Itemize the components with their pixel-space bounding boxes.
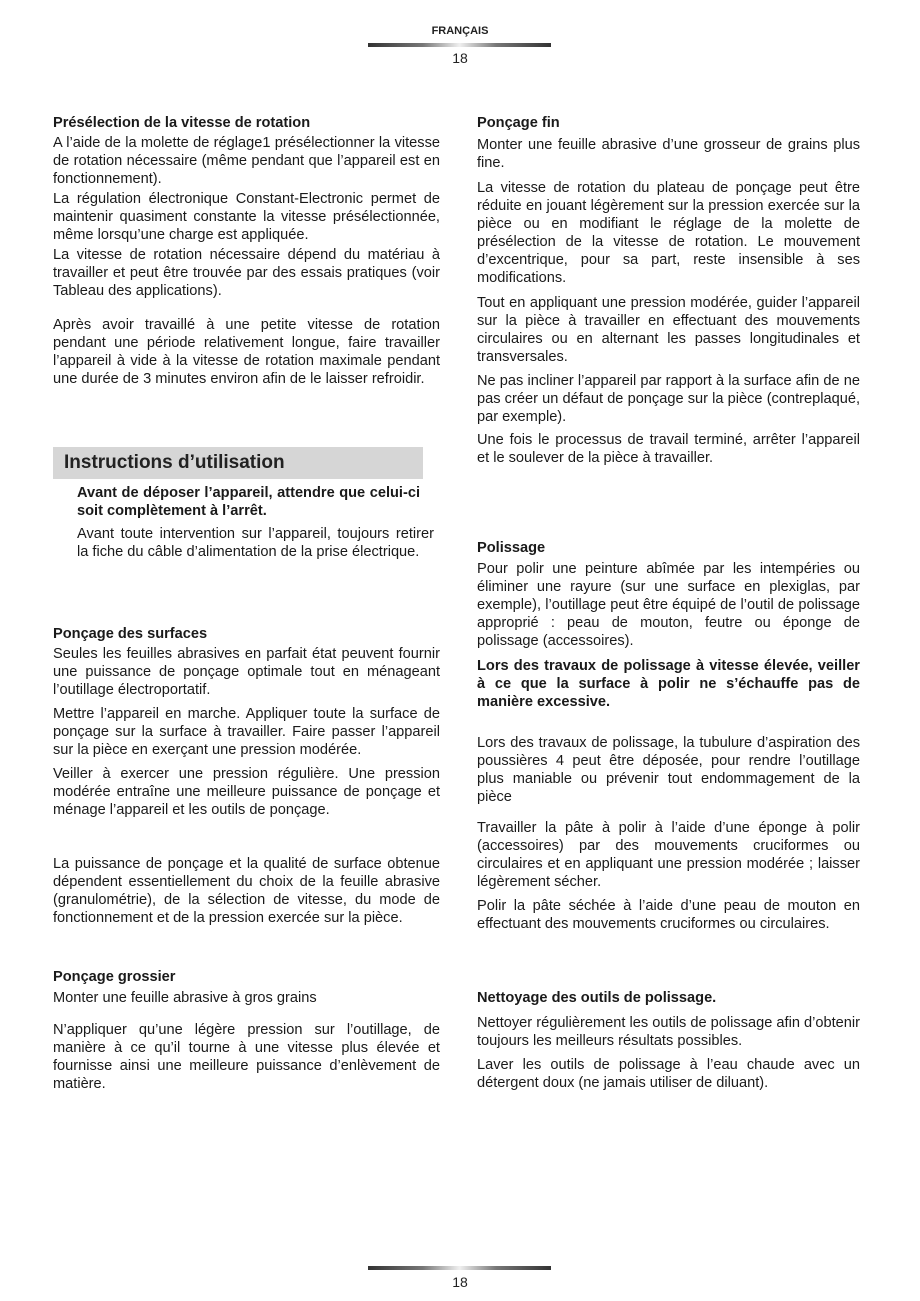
header-language: FRANÇAIS (431, 25, 489, 37)
paragraph: Tout en appliquant une pression modérée, guider l’appareil sur la pièce à travailler en effectuant des mouvements circulaires ou en alternant les passes longitudinales et transversales. (477, 295, 860, 365)
paragraph: La vitesse de rotation du plateau de ponçage peut être réduite en jouant légèrement sur la pression exercée sur la pièce ou en modifiant le réglage de la molette de présélection de la vitesse de rotation. Le mouvement d’excentrique, pour sa part, reste insensible à ses modifications. (477, 180, 860, 286)
paragraph: Monter une feuille abrasive à gros grains (53, 990, 317, 1006)
paragraph: La vitesse de rotation nécessaire dépend du matériau à travailler et peut être trouvée par des essais pratiques (voir Tableau des applications). (53, 247, 440, 299)
heading-preselection: Présélection de la vitesse de rotation (53, 115, 311, 131)
paragraph: Veiller à exercer une pression régulière. Une pression modérée entraîne une meilleure puissance de ponçage et ménage l’appareil et les outils de ponçage. (53, 766, 440, 818)
paragraph: La régulation électronique Constant-Electronic permet de maintenir quasiment constante la vitesse présélectionnée, même lorsqu’une charge est appliquée. (53, 191, 440, 243)
paragraph: Lors des travaux de polissage, la tubulure d’aspiration des poussières 4 peut être déposée, pour rendre l’outillage plus maniable ou prévenir tout endommagement de la pièce (477, 735, 860, 805)
paragraph: Mettre l’appareil en marche. Appliquer toute la surface de ponçage sur la surface à travailler. Faire passer l’appareil sur la pièce en exerçant une pression modérée. (53, 706, 440, 758)
paragraph: Avant toute intervention sur l’appareil, toujours retirer la fiche du câble d’alimentation de la prise électrique. (77, 526, 434, 560)
paragraph: Monter une feuille abrasive d’une grosseur de grains plus fine. (477, 137, 860, 171)
footer-rule (368, 1266, 551, 1270)
section-title: Instructions d’utilisation (64, 452, 285, 473)
paragraph: A l’aide de la molette de réglage1 présélectionner la vitesse de rotation nécessaire (même pendant que l’appareil est en fonctionnement). (53, 135, 440, 187)
heading-nettoyage: Nettoyage des outils de polissage. (477, 990, 717, 1006)
footer-page-number: 18 (452, 1274, 468, 1290)
paragraph: Après avoir travaillé à une petite vitesse de rotation pendant une période relativement longue, faire travailler l’appareil à vide à la vitesse de rotation maximale pendant une durée de 3 minutes environ afin de le laisser refroidir. (53, 317, 440, 387)
paragraph: Nettoyer régulièrement les outils de polissage afin d’obtenir toujours les meilleurs résultats possibles. (477, 1015, 860, 1049)
paragraph: La puissance de ponçage et la qualité de surface obtenue dépendent essentiellement du choix de la feuille abrasive (granulométrie), de la sélection de vitesse, du mode de fonctionnement et de la pression exercée sur la pièce. (53, 856, 440, 926)
paragraph: Travailler la pâte à polir à l’aide d’une éponge à polir (accessoires) par des mouvements cruciformes ou circulaires et en appliquant une pression modérée ; laisser légèrement sécher. (477, 820, 860, 890)
paragraph: Une fois le processus de travail terminé, arrêter l’appareil et le soulever de la pièce à travailler. (477, 432, 860, 466)
paragraph: Polir la pâte séchée à l’aide d’une peau de mouton en effectuant des mouvements cruciformes ou circulaires. (477, 898, 860, 932)
paragraph: Pour polir une peinture abîmée par les intempéries ou éliminer une rayure (sur une surface en plexiglas, par exemple), l’outillage peut être équipé de l’outil de polissage approprié : peau de mouton, feutre ou éponge de polissage (accessoires). (477, 561, 860, 649)
heading-polissage: Polissage (477, 540, 546, 556)
paragraph: N’appliquer qu’une légère pression sur l’outillage, de manière à ce qu’il tourne à une vitesse plus élevée et fournisse ainsi une meilleure puissance d’enlèvement de matière. (53, 1022, 440, 1092)
paragraph: Laver les outils de polissage à l’eau chaude avec un détergent doux (ne jamais utiliser de diluant). (477, 1057, 860, 1091)
heading-surfaces: Ponçage des surfaces (53, 626, 208, 642)
heading-fin: Ponçage fin (477, 115, 560, 131)
header-rule (368, 43, 551, 47)
heading-grossier: Ponçage grossier (53, 969, 176, 985)
section-header (53, 447, 423, 479)
header-page-number: 18 (452, 50, 468, 66)
warning-text: Lors des travaux de polissage à vitesse élevée, veiller à ce que la surface à polir ne s’échauffe pas de manière excessive. (477, 658, 860, 710)
warning-text: Avant de déposer l’appareil, attendre que celui-ci soit complètement à l’arrêt. (77, 485, 420, 519)
paragraph: Seules les feuilles abrasives en parfait état peuvent fournir une puissance de ponçage optimale tout en ménageant l’outillage électroportatif. (53, 646, 440, 698)
paragraph: Ne pas incliner l’appareil par rapport à la surface afin de ne pas créer un défaut de ponçage sur la pièce (contreplaqué, par exemple). (477, 373, 860, 425)
